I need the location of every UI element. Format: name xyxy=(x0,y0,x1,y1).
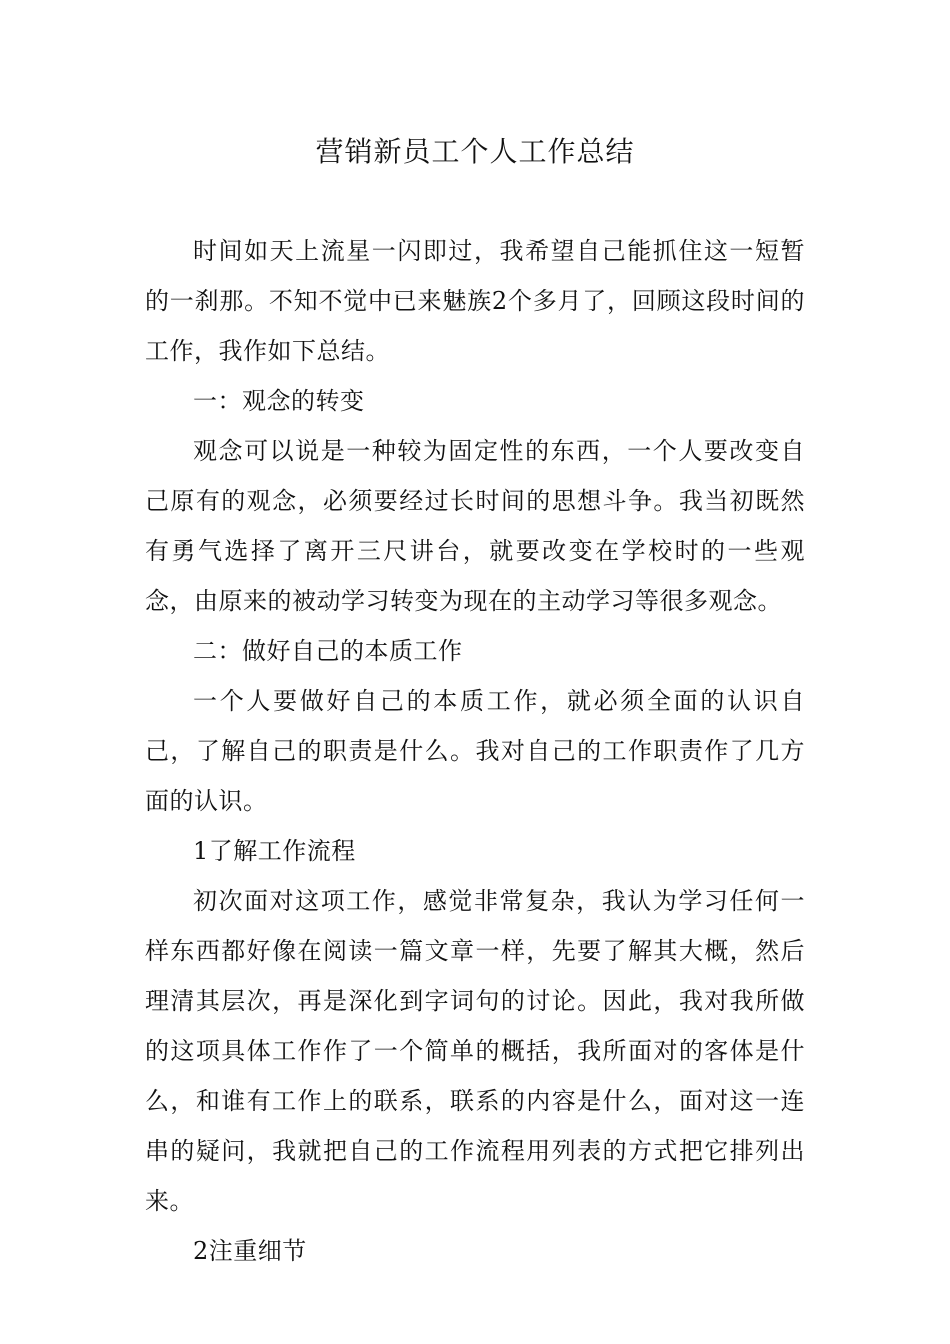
paragraph-core-work: 一个人要做好自己的本质工作，就必须全面的认识自己，了解自己的职责是什么。我对自己的工作职责作了几方面的认识。 xyxy=(145,687,805,815)
paragraph-intro: 时间如天上流星一闪即过，我希望自己能抓住这一短暂的一刹那。不知不觉中已来魅族2个多月了，回顾这段时间的工作，我作如下总结。 xyxy=(145,237,805,365)
paragraph-concept-change: 观念可以说是一种较为固定性的东西，一个人要改变自己原有的观念，必须要经过长时间的思想斗争。我当初既然有勇气选择了离开三尺讲台，就要改变在学校时的一些观念，由原来的被动学习转变为现在的主动学习等很多观念。 xyxy=(145,437,805,615)
paragraph-workflow: 初次面对这项工作，感觉非常复杂，我认为学习任何一样东西都好像在阅读一篇文章一样，先要了解其大概，然后理清其层次，再是深化到字词句的讨论。因此，我对我所做的这项具体工作作了一个简单的概括，我所面对的客体是什么，和谁有工作上的联系，联系的内容是什么，面对这一连串的疑问，我就把自己的工作流程用列表的方式把它排列出来。 xyxy=(145,887,805,1215)
subheading-2: 2注重细节 xyxy=(193,1237,307,1265)
section-heading-1: 一：观念的转变 xyxy=(193,387,365,415)
section-heading-2: 二：做好自己的本质工作 xyxy=(193,637,463,665)
document-title: 营销新员工个人工作总结 xyxy=(315,135,635,168)
document-body xyxy=(145,226,805,1276)
subheading-1: 1了解工作流程 xyxy=(193,837,356,865)
